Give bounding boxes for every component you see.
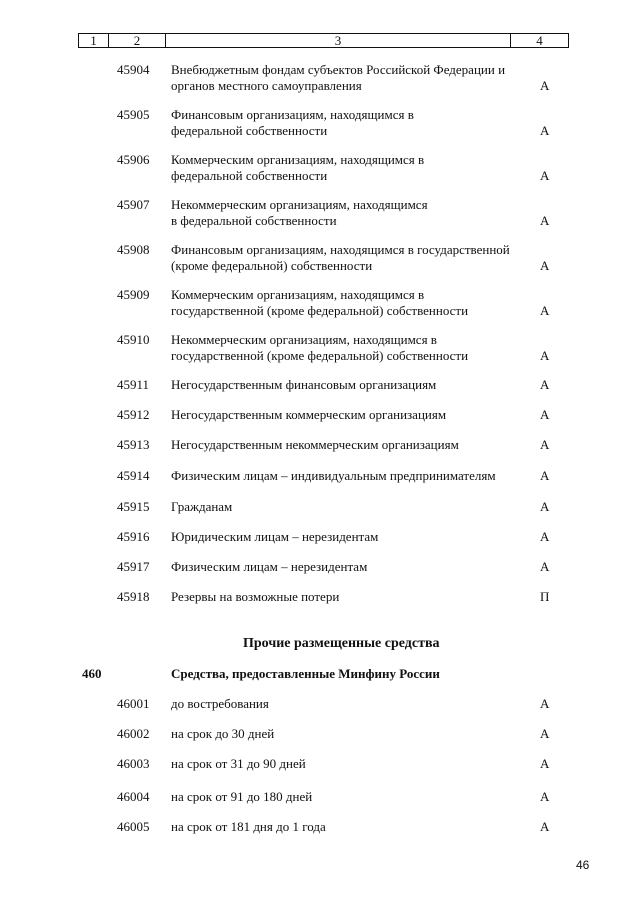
account-description: Физическим лицам – нерезидентам (171, 559, 368, 574)
account-code: 45912 (117, 407, 150, 422)
account-type: А (540, 348, 550, 363)
account-code: 45917 (117, 559, 150, 574)
account-code: 45907 (117, 197, 150, 212)
account-description: Некоммерческим организациям, находящимся в государственной (кроме федеральной) собственности (171, 332, 469, 363)
account-description: на срок от 181 дня до 1 года (171, 819, 326, 834)
account-type: А (540, 168, 550, 183)
account-code: 45905 (117, 107, 150, 122)
account-description: Финансовым организациям, находящимся в государственной (кроме федеральной) собственности (171, 242, 510, 273)
page-number: 46 (576, 858, 590, 872)
account-description: Гражданам (171, 499, 233, 514)
section-title: Прочие размещенные средства (243, 636, 440, 651)
header-col-2: 2 (109, 34, 166, 47)
account-description: Негосударственным финансовым организациям (171, 377, 437, 392)
account-type: А (540, 559, 550, 574)
account-type: А (540, 468, 550, 483)
account-type: А (540, 529, 550, 544)
account-code: 46005 (117, 819, 150, 834)
account-code: 45904 (117, 62, 150, 77)
account-description: Негосударственным коммерческим организациям (171, 407, 447, 422)
account-description: Финансовым организациям, находящимся в федеральной собственности (171, 107, 414, 138)
account-code: 45908 (117, 242, 150, 257)
account-type: А (540, 499, 550, 514)
group-code: 460 (82, 666, 102, 681)
group-description: Средства, предоставленные Минфину России (171, 666, 440, 681)
account-code: 45906 (117, 152, 150, 167)
account-type: А (540, 303, 550, 318)
account-type: А (540, 696, 550, 711)
account-code: 45911 (117, 377, 150, 392)
account-code: 45915 (117, 499, 150, 514)
account-type: А (540, 407, 550, 422)
header-col-3: 3 (166, 34, 511, 47)
account-description: на срок до 30 дней (171, 726, 275, 741)
account-code: 46003 (117, 756, 150, 771)
account-description: Резервы на возможные потери (171, 589, 340, 604)
account-description: Негосударственным некоммерческим организациям (171, 437, 459, 452)
account-description: до востребования (171, 696, 269, 711)
account-type: А (540, 756, 550, 771)
account-code: 46002 (117, 726, 150, 741)
account-type: П (540, 589, 550, 604)
account-type: А (540, 726, 550, 741)
account-code: 45916 (117, 529, 150, 544)
account-description: Внебюджетным фондам субъектов Российской Федерации и органов местного самоуправления (171, 62, 506, 93)
account-code: 45909 (117, 287, 150, 302)
account-type: А (540, 437, 550, 452)
account-type: А (540, 78, 550, 93)
account-description: Физическим лицам – индивидуальным предпринимателям (171, 468, 496, 483)
account-code: 46001 (117, 696, 150, 711)
header-col-4: 4 (536, 33, 543, 48)
account-type: А (540, 258, 550, 273)
account-code: 45913 (117, 437, 150, 452)
account-type: А (540, 819, 550, 834)
account-code: 45914 (117, 468, 150, 483)
account-description: Некоммерческим организациям, находящимся в федеральной собственности (171, 197, 428, 228)
table-header (78, 33, 569, 48)
account-type: А (540, 123, 550, 138)
account-code: 46004 (117, 789, 150, 804)
account-type: А (540, 789, 550, 804)
header-col-1: 1 (79, 34, 109, 47)
account-code: 45918 (117, 589, 150, 604)
account-description: на срок от 31 до 90 дней (171, 756, 306, 771)
account-code: 45910 (117, 332, 150, 347)
account-description: Коммерческим организациям, находящимся в федеральной собственности (171, 152, 425, 183)
account-description: на срок от 91 до 180 дней (171, 789, 313, 804)
account-type: А (540, 377, 550, 392)
account-type: А (540, 213, 550, 228)
account-description: Юридическим лицам – нерезидентам (171, 529, 379, 544)
account-description: Коммерческим организациям, находящимся в государственной (кроме федеральной) собственности (171, 287, 469, 318)
